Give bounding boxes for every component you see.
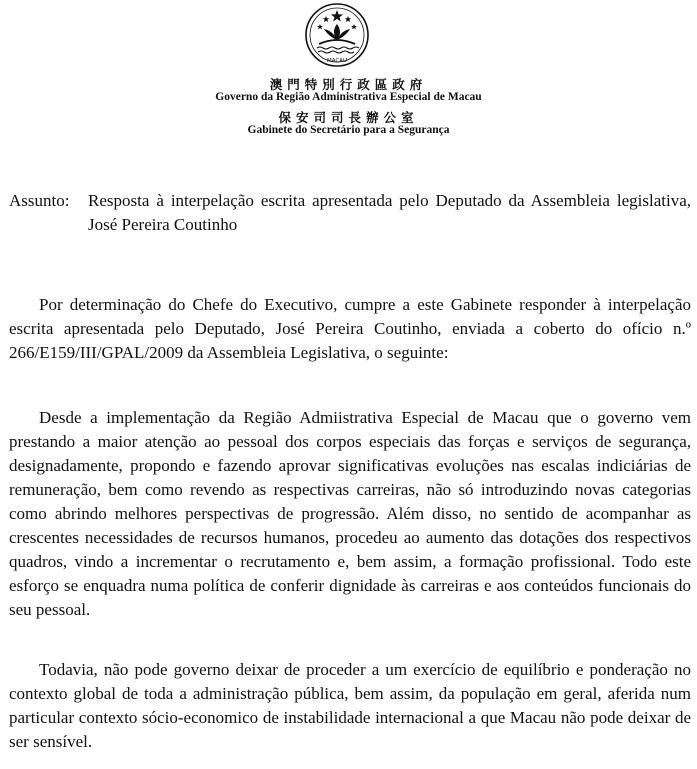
paragraph-measures: Desde a implementação da Região Admiistrativa Especial de Macau que o governo vem prestando a maior atenção ao pessoal dos corpos especiais das forças e serviços de segurança, designadamente, propondo e fazendo aprovar significativas evoluções nas escalas indiciárias de remuneração, bem como revendo as respectivas carreiras, não só introduzindo novas categorias como abrindo melhores perspectivas de progressão. Além disso, no sentido de acompanhar as crescentes necessidades de recursos humanos, procedeu ao aumento das dotações dos respectivos quadros, vindo a incrementar o recrutamento e, bem assim, a formação profissional. Todo este esforço se enquadra numa política de conferir dignidade às carreiras e aos conteúdos funcionais do seu pessoal. [9, 408, 691, 619]
emblem-text: MACAU [326, 58, 348, 64]
paragraph-intro: Por determinação do Chefe do Executivo, cumpre a este Gabinete responder à interpelação escrita apresentada pelo Deputado, José Pereira Coutinho, enviada a coberto do ofício n.º 266/E159/III/GPAL/2009 da Assembleia Legislativa, o seguinte: [9, 295, 691, 362]
subject-label: Assunto: [9, 191, 70, 210]
office-name-portuguese: Gabinete do Secretário para a Segurança [247, 124, 450, 136]
government-name-chinese: 澳門特別行政區政府 [269, 78, 428, 92]
macau-sar-emblem-icon [302, 2, 372, 70]
subject-text: Resposta à interpelação escrita apresentada pelo Deputado da Assembleia legislativa, José Pereira Coutinho [88, 191, 691, 234]
government-name-portuguese: Governo da Região Administrativa Especial de Macau [215, 91, 482, 103]
office-name-chinese: 保安司司長辦公室 [278, 111, 419, 125]
paragraph-balance: Todavia, não pode governo deixar de proceder a um exercício de equilíbrio e ponderação no contexto global de toda a administração pública, bem assim, da população em geral, aferida num particular contexto sócio-economico de instabilidade internacional a que Macau não pode deixar de ser sensível. [9, 660, 691, 751]
